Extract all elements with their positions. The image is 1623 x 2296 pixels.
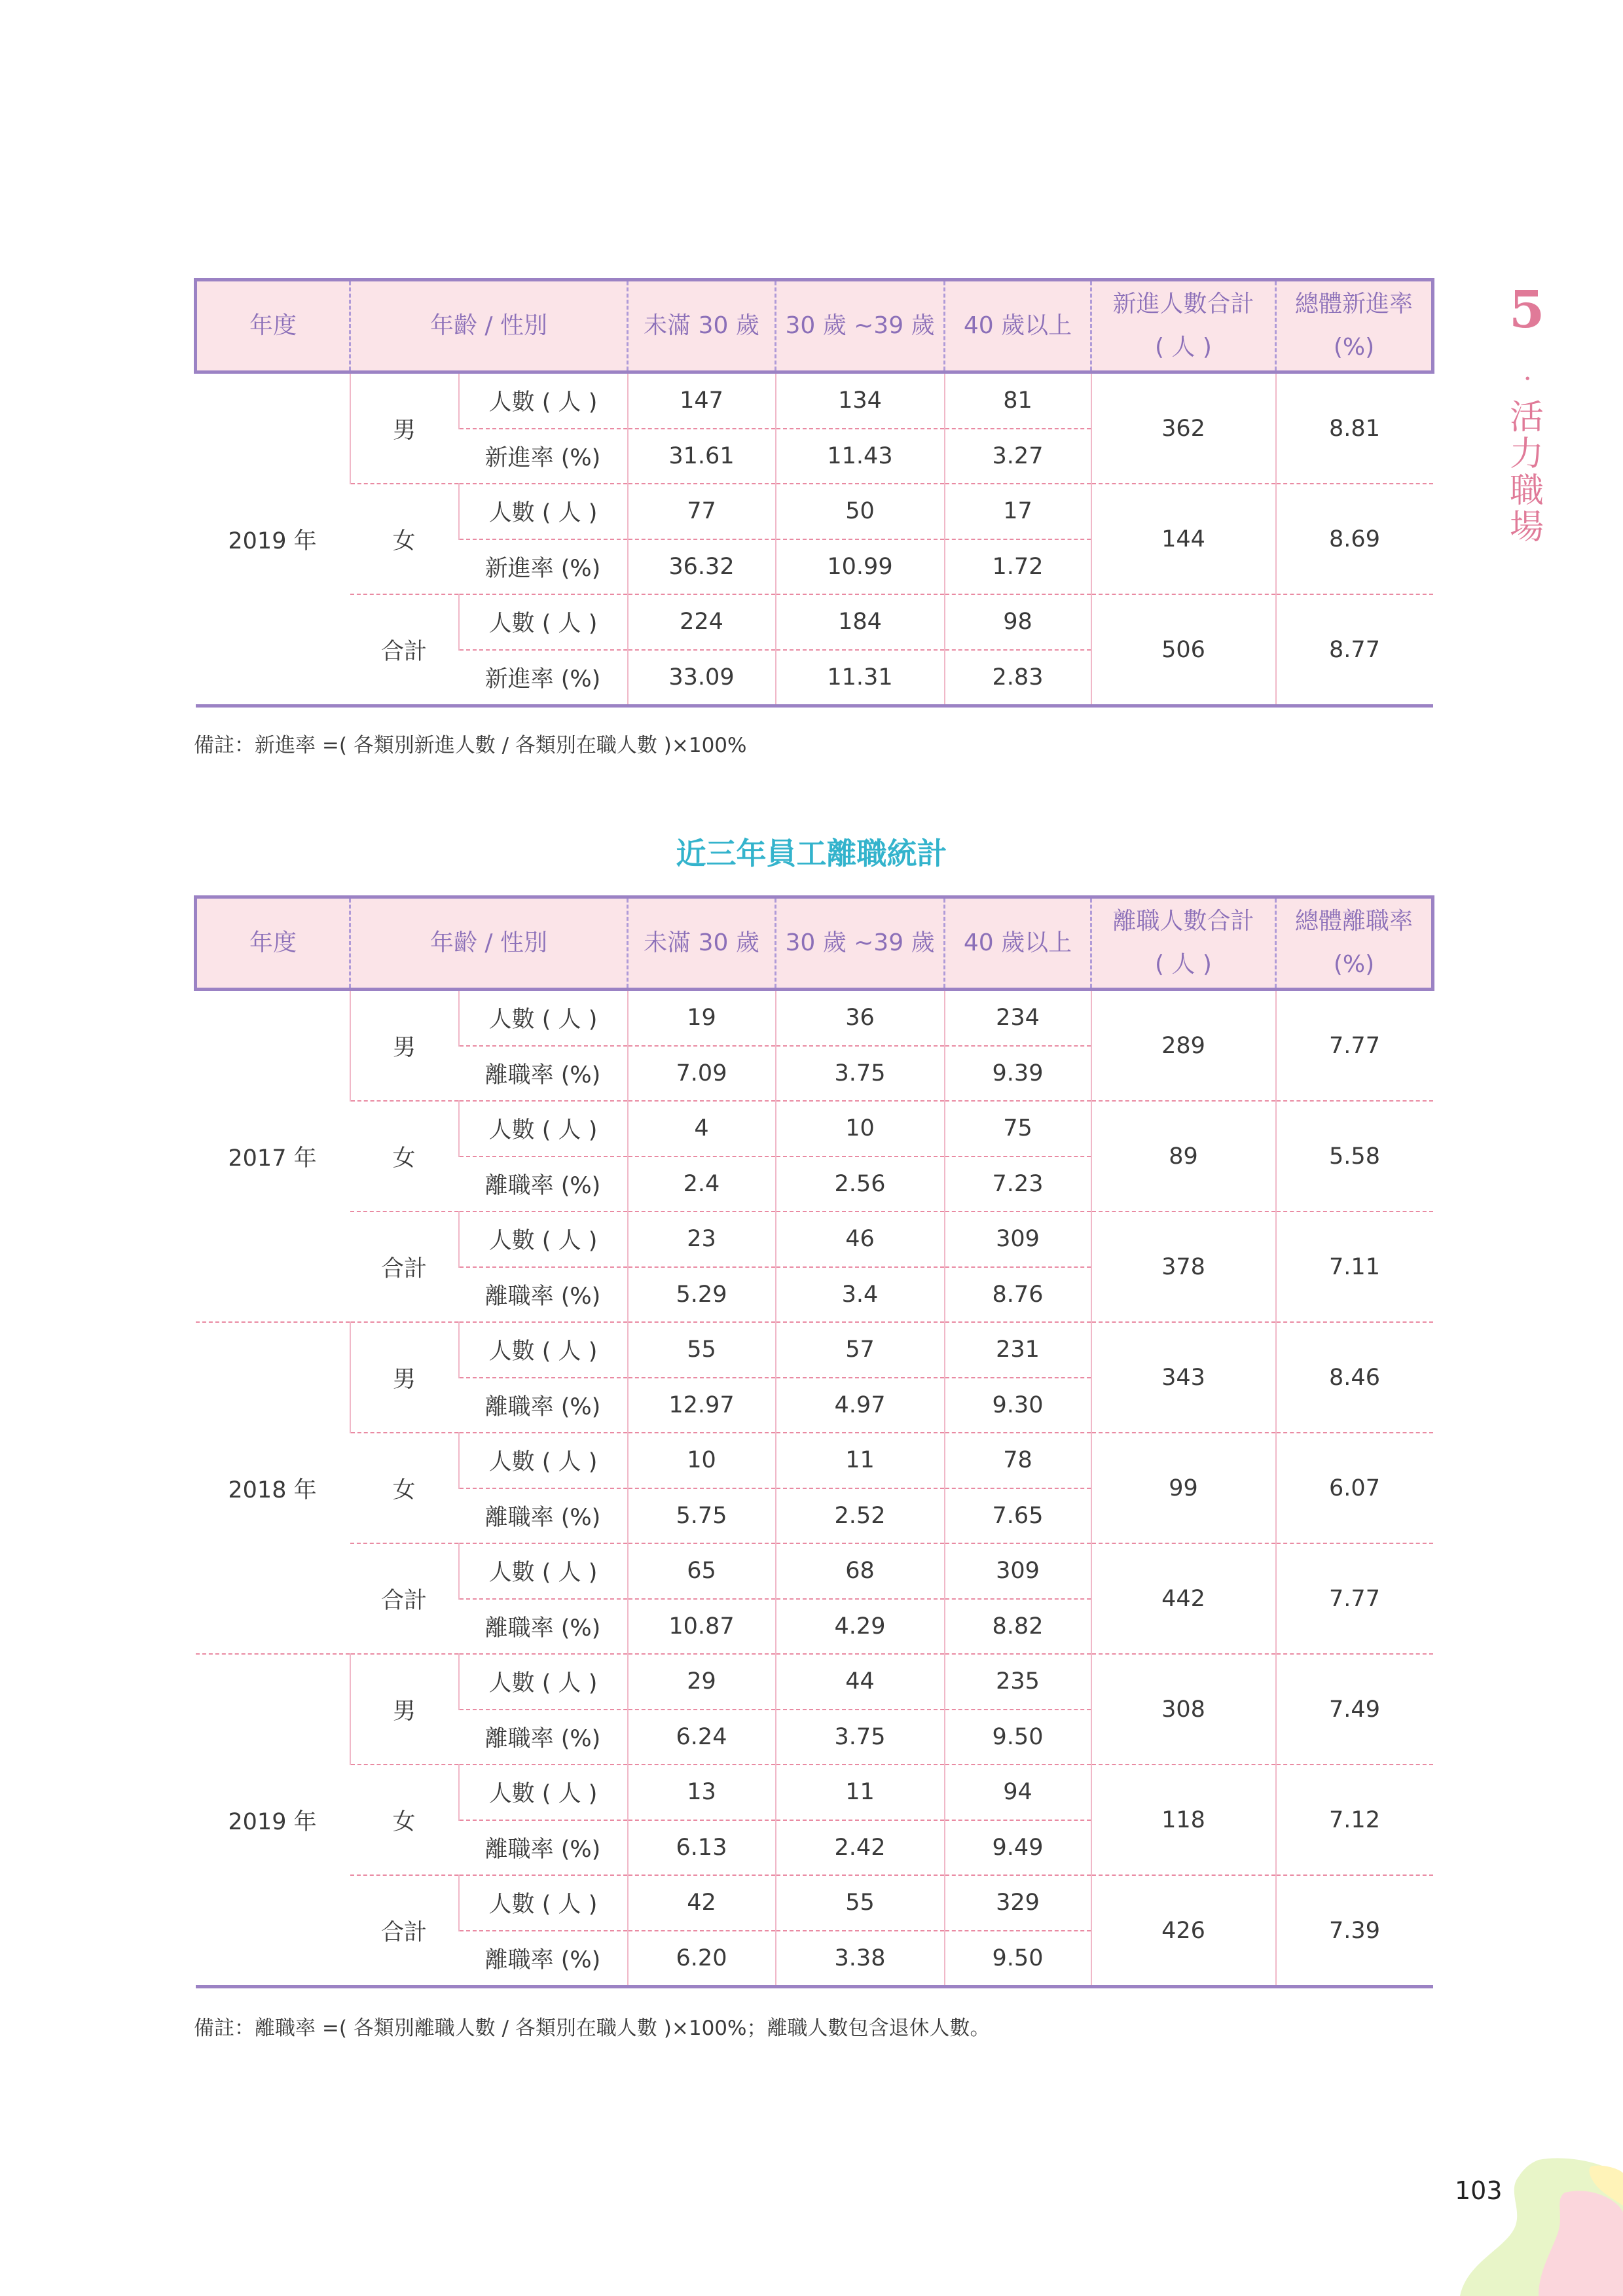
value-cell: 2.4 bbox=[628, 1157, 776, 1212]
metric-label: 人數 ( 人 ) bbox=[459, 1322, 628, 1378]
metric-label: 人數 ( 人 ) bbox=[459, 1654, 628, 1710]
table-header bbox=[196, 280, 1433, 372]
value-cell: 2.83 bbox=[945, 650, 1091, 706]
group-label: 女 bbox=[350, 1765, 459, 1875]
value-cell: 31.61 bbox=[628, 429, 776, 484]
value-cell: 10.99 bbox=[776, 539, 945, 595]
value-cell: 309 bbox=[945, 1543, 1091, 1599]
value-cell: 9.50 bbox=[945, 1710, 1091, 1765]
turnover-table-note: 備註：離職率 =( 各類別離職人數 / 各類別在職人數 )×100%；離職人數包含退休人數。 bbox=[194, 2017, 991, 2040]
header-total: 新進人數合計 ( 人 ) bbox=[1091, 280, 1276, 372]
header-total: 離職人數合計 ( 人 ) bbox=[1091, 897, 1276, 990]
group-label: 男 bbox=[350, 990, 459, 1102]
value-cell: 12.97 bbox=[628, 1378, 776, 1433]
metric-label: 離職率 (%) bbox=[459, 1599, 628, 1655]
chapter-title-char: 職 bbox=[1509, 471, 1544, 511]
metric-label: 人數 ( 人 ) bbox=[459, 1765, 628, 1820]
metric-label: 人數 ( 人 ) bbox=[459, 1101, 628, 1157]
total-cell: 289 bbox=[1091, 990, 1276, 1102]
value-cell: 78 bbox=[945, 1433, 1091, 1488]
value-cell: 11.43 bbox=[776, 429, 945, 484]
value-cell: 3.27 bbox=[945, 429, 1091, 484]
chapter-title-char: 活 bbox=[1509, 398, 1544, 437]
value-cell: 4.97 bbox=[776, 1378, 945, 1433]
value-cell: 234 bbox=[945, 990, 1091, 1046]
page-number: 103 bbox=[1455, 2176, 1503, 2205]
value-cell: 11 bbox=[776, 1433, 945, 1488]
total-cell: 426 bbox=[1091, 1875, 1276, 1987]
table-header bbox=[196, 897, 1433, 990]
value-cell: 13 bbox=[628, 1765, 776, 1820]
value-cell: 44 bbox=[776, 1654, 945, 1710]
value-cell: 224 bbox=[628, 594, 776, 650]
value-cell: 309 bbox=[945, 1211, 1091, 1267]
metric-label: 離職率 (%) bbox=[459, 1488, 628, 1544]
metric-label: 人數 ( 人 ) bbox=[459, 372, 628, 429]
value-cell: 6.13 bbox=[628, 1820, 776, 1876]
value-cell: 46 bbox=[776, 1211, 945, 1267]
table-row bbox=[196, 594, 1433, 650]
total-cell: 99 bbox=[1091, 1433, 1276, 1543]
rate-cell: 7.77 bbox=[1276, 1543, 1433, 1654]
value-cell: 231 bbox=[945, 1322, 1091, 1378]
metric-label: 離職率 (%) bbox=[459, 1157, 628, 1212]
table-body bbox=[196, 372, 1433, 706]
value-cell: 5.75 bbox=[628, 1488, 776, 1544]
value-cell: 50 bbox=[776, 484, 945, 539]
value-cell: 5.29 bbox=[628, 1267, 776, 1323]
value-cell: 98 bbox=[945, 594, 1091, 650]
value-cell: 10 bbox=[628, 1433, 776, 1488]
value-cell: 2.42 bbox=[776, 1820, 945, 1876]
header-row bbox=[196, 897, 1433, 990]
header-year: 年度 bbox=[196, 897, 350, 990]
metric-label: 人數 ( 人 ) bbox=[459, 990, 628, 1046]
table-row bbox=[196, 372, 1433, 429]
value-cell: 2.56 bbox=[776, 1157, 945, 1212]
value-cell: 4.29 bbox=[776, 1599, 945, 1655]
metric-label: 人數 ( 人 ) bbox=[459, 1875, 628, 1931]
value-cell: 184 bbox=[776, 594, 945, 650]
metric-label: 人數 ( 人 ) bbox=[459, 1433, 628, 1488]
header-30-39: 30 歲 ~39 歲 bbox=[776, 897, 945, 990]
value-cell: 10.87 bbox=[628, 1599, 776, 1655]
rate-cell: 6.07 bbox=[1276, 1433, 1433, 1543]
value-cell: 11 bbox=[776, 1765, 945, 1820]
value-cell: 7.65 bbox=[945, 1488, 1091, 1544]
chapter-title bbox=[1509, 399, 1544, 546]
header-row bbox=[196, 280, 1433, 372]
total-cell: 362 bbox=[1091, 372, 1276, 484]
group-label: 女 bbox=[350, 1433, 459, 1543]
value-cell: 57 bbox=[776, 1322, 945, 1378]
value-cell: 75 bbox=[945, 1101, 1091, 1157]
group-label: 合計 bbox=[350, 594, 459, 706]
rate-cell: 5.58 bbox=[1276, 1101, 1433, 1211]
value-cell: 77 bbox=[628, 484, 776, 539]
value-cell: 33.09 bbox=[628, 650, 776, 706]
total-cell: 118 bbox=[1091, 1765, 1276, 1875]
value-cell: 134 bbox=[776, 372, 945, 429]
value-cell: 3.38 bbox=[776, 1931, 945, 1987]
metric-label: 新進率 (%) bbox=[459, 429, 628, 484]
metric-label: 離職率 (%) bbox=[459, 1267, 628, 1323]
metric-label: 離職率 (%) bbox=[459, 1046, 628, 1102]
value-cell: 6.24 bbox=[628, 1710, 776, 1765]
table-row bbox=[196, 1433, 1433, 1488]
table-row bbox=[196, 484, 1433, 539]
table-row bbox=[196, 1211, 1433, 1267]
chapter-title-char: 力 bbox=[1509, 435, 1544, 474]
rate-cell: 7.12 bbox=[1276, 1765, 1433, 1875]
total-cell: 378 bbox=[1091, 1211, 1276, 1322]
rate-cell: 8.69 bbox=[1276, 484, 1433, 594]
metric-label: 人數 ( 人 ) bbox=[459, 594, 628, 650]
value-cell: 36 bbox=[776, 990, 945, 1046]
header-40-plus: 40 歲以上 bbox=[945, 897, 1091, 990]
metric-label: 新進率 (%) bbox=[459, 650, 628, 706]
value-cell: 29 bbox=[628, 1654, 776, 1710]
table-row bbox=[196, 1654, 1433, 1710]
year-cell: 2018 年 bbox=[196, 1322, 350, 1654]
group-label: 女 bbox=[350, 484, 459, 594]
value-cell: 42 bbox=[628, 1875, 776, 1931]
value-cell: 7.23 bbox=[945, 1157, 1091, 1212]
metric-label: 人數 ( 人 ) bbox=[459, 1211, 628, 1267]
value-cell: 19 bbox=[628, 990, 776, 1046]
value-cell: 9.30 bbox=[945, 1378, 1091, 1433]
header-rate: 總體離職率 (%) bbox=[1276, 897, 1433, 990]
header-40-plus: 40 歲以上 bbox=[945, 280, 1091, 372]
table-row bbox=[196, 1543, 1433, 1599]
value-cell: 4 bbox=[628, 1101, 776, 1157]
table-row bbox=[196, 990, 1433, 1046]
rate-cell: 7.49 bbox=[1276, 1654, 1433, 1765]
header-age-gender: 年齡 / 性別 bbox=[350, 280, 628, 372]
value-cell: 23 bbox=[628, 1211, 776, 1267]
value-cell: 68 bbox=[776, 1543, 945, 1599]
group-label: 女 bbox=[350, 1101, 459, 1211]
total-cell: 442 bbox=[1091, 1543, 1276, 1654]
value-cell: 3.75 bbox=[776, 1046, 945, 1102]
group-label: 合計 bbox=[350, 1543, 459, 1654]
rate-cell: 8.81 bbox=[1276, 372, 1433, 484]
year-cell: 2017 年 bbox=[196, 990, 350, 1323]
chapter-dot: ． bbox=[1523, 356, 1550, 386]
value-cell: 65 bbox=[628, 1543, 776, 1599]
total-cell: 343 bbox=[1091, 1322, 1276, 1433]
hire-table-note: 備註：新進率 =( 各類別新進人數 / 各類別在職人數 )×100% bbox=[194, 734, 747, 757]
value-cell: 147 bbox=[628, 372, 776, 429]
value-cell: 17 bbox=[945, 484, 1091, 539]
group-label: 男 bbox=[350, 1654, 459, 1765]
header-rate: 總體新進率 (%) bbox=[1276, 280, 1433, 372]
chapter-number: 5 bbox=[1509, 280, 1545, 340]
table-row bbox=[196, 1875, 1433, 1931]
table-row bbox=[196, 1765, 1433, 1820]
total-cell: 308 bbox=[1091, 1654, 1276, 1765]
decorative-shape bbox=[1460, 2153, 1623, 2296]
metric-label: 離職率 (%) bbox=[459, 1820, 628, 1876]
year-cell: 2019 年 bbox=[196, 1654, 350, 1987]
group-label: 合計 bbox=[350, 1875, 459, 1987]
rate-cell: 8.46 bbox=[1276, 1322, 1433, 1433]
total-cell: 89 bbox=[1091, 1101, 1276, 1211]
metric-label: 離職率 (%) bbox=[459, 1931, 628, 1987]
value-cell: 7.09 bbox=[628, 1046, 776, 1102]
table-row bbox=[196, 1322, 1433, 1378]
metric-label: 人數 ( 人 ) bbox=[459, 1543, 628, 1599]
total-cell: 506 bbox=[1091, 594, 1276, 706]
metric-label: 新進率 (%) bbox=[459, 539, 628, 595]
year-cell: 2019 年 bbox=[196, 372, 350, 706]
value-cell: 329 bbox=[945, 1875, 1091, 1931]
header-under-30: 未滿 30 歲 bbox=[628, 280, 776, 372]
value-cell: 1.72 bbox=[945, 539, 1091, 595]
group-label: 合計 bbox=[350, 1211, 459, 1322]
value-cell: 8.82 bbox=[945, 1599, 1091, 1655]
value-cell: 6.20 bbox=[628, 1931, 776, 1987]
value-cell: 9.50 bbox=[945, 1931, 1091, 1987]
value-cell: 2.52 bbox=[776, 1488, 945, 1544]
metric-label: 離職率 (%) bbox=[459, 1378, 628, 1433]
rate-cell: 7.77 bbox=[1276, 990, 1433, 1102]
rate-cell: 8.77 bbox=[1276, 594, 1433, 706]
value-cell: 3.4 bbox=[776, 1267, 945, 1323]
header-year: 年度 bbox=[196, 280, 350, 372]
group-label: 男 bbox=[350, 1322, 459, 1433]
header-age-gender: 年齡 / 性別 bbox=[350, 897, 628, 990]
header-30-39: 30 歲 ~39 歲 bbox=[776, 280, 945, 372]
chapter-title-char: 場 bbox=[1509, 508, 1544, 547]
value-cell: 81 bbox=[945, 372, 1091, 429]
group-label: 男 bbox=[350, 372, 459, 484]
table-row bbox=[196, 1101, 1433, 1157]
metric-label: 人數 ( 人 ) bbox=[459, 484, 628, 539]
rate-cell: 7.39 bbox=[1276, 1875, 1433, 1987]
value-cell: 3.75 bbox=[776, 1710, 945, 1765]
table-body bbox=[196, 990, 1433, 1987]
total-cell: 144 bbox=[1091, 484, 1276, 594]
value-cell: 55 bbox=[776, 1875, 945, 1931]
value-cell: 10 bbox=[776, 1101, 945, 1157]
rate-cell: 7.11 bbox=[1276, 1211, 1433, 1322]
value-cell: 9.49 bbox=[945, 1820, 1091, 1876]
metric-label: 離職率 (%) bbox=[459, 1710, 628, 1765]
new-hire-table bbox=[194, 278, 1434, 708]
value-cell: 36.32 bbox=[628, 539, 776, 595]
value-cell: 235 bbox=[945, 1654, 1091, 1710]
turnover-table bbox=[194, 895, 1434, 1988]
value-cell: 11.31 bbox=[776, 650, 945, 706]
value-cell: 94 bbox=[945, 1765, 1091, 1820]
header-under-30: 未滿 30 歲 bbox=[628, 897, 776, 990]
value-cell: 9.39 bbox=[945, 1046, 1091, 1102]
value-cell: 8.76 bbox=[945, 1267, 1091, 1323]
section-title: 近三年員工離職統計 bbox=[676, 836, 947, 871]
value-cell: 55 bbox=[628, 1322, 776, 1378]
